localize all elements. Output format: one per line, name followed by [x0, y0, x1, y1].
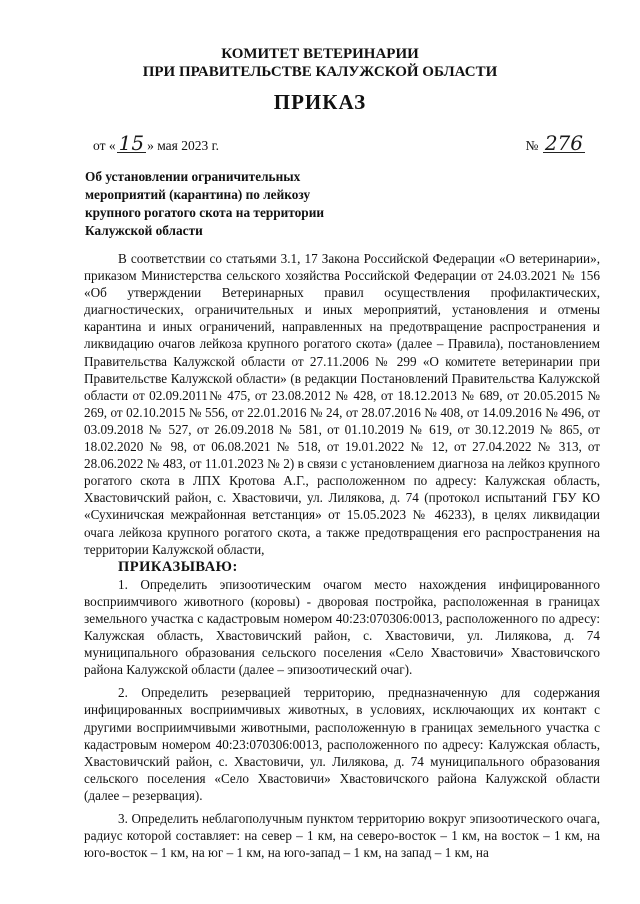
order-item-3: 3. Определить неблагополучным пунктом территорию вокруг эпизоотического очага, радиус которой составляет: на север – 1 км, на северо-восток – 1 км, на восток – 1 км, на юго-восток – 1 км, на юг – 1 км, на юго-запад – 1 км, на запад – 1 км, на [84, 811, 600, 861]
org-name-line-1: КОМИТЕТ ВЕТЕРИНАРИИ [221, 46, 419, 62]
organization-header [0, 45, 640, 81]
handwritten-number: 276 [544, 131, 583, 155]
decree-heading: ПРИКАЗЫВАЮ: [118, 558, 238, 575]
subject-line: Об установлении ограничительных [85, 169, 301, 184]
handwritten-day: 15 [118, 131, 145, 155]
date-suffix: » мая 2023 г. [147, 138, 219, 153]
org-name-line-2: ПРИ ПРАВИТЕЛЬСТВЕ КАЛУЖСКОЙ ОБЛАСТИ [142, 64, 498, 80]
subject-line: Калужской области [85, 223, 203, 238]
document-title: ПРИКАЗ [273, 90, 367, 114]
order-number [525, 131, 586, 155]
subject-line: крупного рогатого скота на территории [85, 205, 325, 220]
order-subject [85, 168, 335, 240]
order-body [84, 250, 600, 861]
order-date [93, 131, 219, 155]
preamble-paragraph: В соответствии со статьями 3.1, 17 Закона Российской Федерации «О ветеринарии», приказом Министерства сельского хозяйства Российской Федерации от 24.03.2021 № 156 «Об утверждении Ветеринарных правил осуществления профилактических, диагностических, ограничительных и иных мероприятий, установления и отмены карантина и иных ограничений, направленных на предотвращение распространения и ликвидацию очагов лейкоза крупного рогатого скота» (далее – Правила), постановлением Правительства Калужской области от 27.11.2006 № 299 «О комитете ветеринарии при Правительстве Калужской области» (в редакции Постановлений Правительства Калужской области от 02.09.2011№ 475, от 23.08.2012 № 428, от 18.12.2013 № 689, от 20.05.2015 № 269, от 02.10.2015 № 556, от 22.01.2016 № 24, от 28.07.2016 № 408, от 14.09.2016 № 496, от 03.09.2018 № 527, от 26.09.2018 № 581, от 01.10.2019 № 619, от 30.12.2019 № 865, от 18.02.2020 № 98, от 06.08.2021 № 518, от 19.01.2022 № 12, от 27.04.2022 № 313, от 28.06.2022 № 483, от 11.01.2023 № 2) в связи с установлением диагноза на лейкоз крупного рогатого скота в ЛПХ Кротова А.Г., расположенном по адресу: Калужская область, Хвастовичский район, с. Хвастовичи, ул. Лилякова, д. 74 (протокол испытаний ГБУ КО «Сухиничская межрайонная ветстанция» от 15.05.2023 № 46233), в целях ликвидации очага лейкоза крупного рогатого скота, а также предотвращения его распространения на территории Калужской области, [84, 251, 600, 557]
order-item-1: 1. Определить эпизоотическим очагом место нахождения инфицированного восприимчивого животного (коровы) - дворовая постройка, расположенная в границах земельного участка с кадастровым номером 40:23:070306:0013, расположенного по адресу: Калужская область, Хвастовичский район, с. Хвастовичи, ул. Лилякова, д. 74 муниципального образования сельского поселения «Село Хвастовичи» Хвастовичского района Калужской области (далее – эпизоотический очаг). [84, 576, 600, 678]
subject-line: мероприятий (карантина) по лейкозу [85, 187, 311, 202]
order-item-2: 2. Определить резервацией территорию, предназначенную для содержания инфицированных восприимчивых животных, в условиях, исключающих их контакт с другими восприимчивыми животными, расположенную в границах земельного участка с кадастровым номером 40:23:070306:0013, расположенного по адресу: Калужская область, Хвастовичский район, с. Хвастовичи, ул. Лилякова, д. 74 муниципального образования сельского поселения «Село Хвастовичи» Хвастовичского района Калужской области (далее – резервация). [84, 685, 600, 803]
date-prefix: от « [93, 138, 116, 153]
number-prefix: № [525, 138, 539, 153]
